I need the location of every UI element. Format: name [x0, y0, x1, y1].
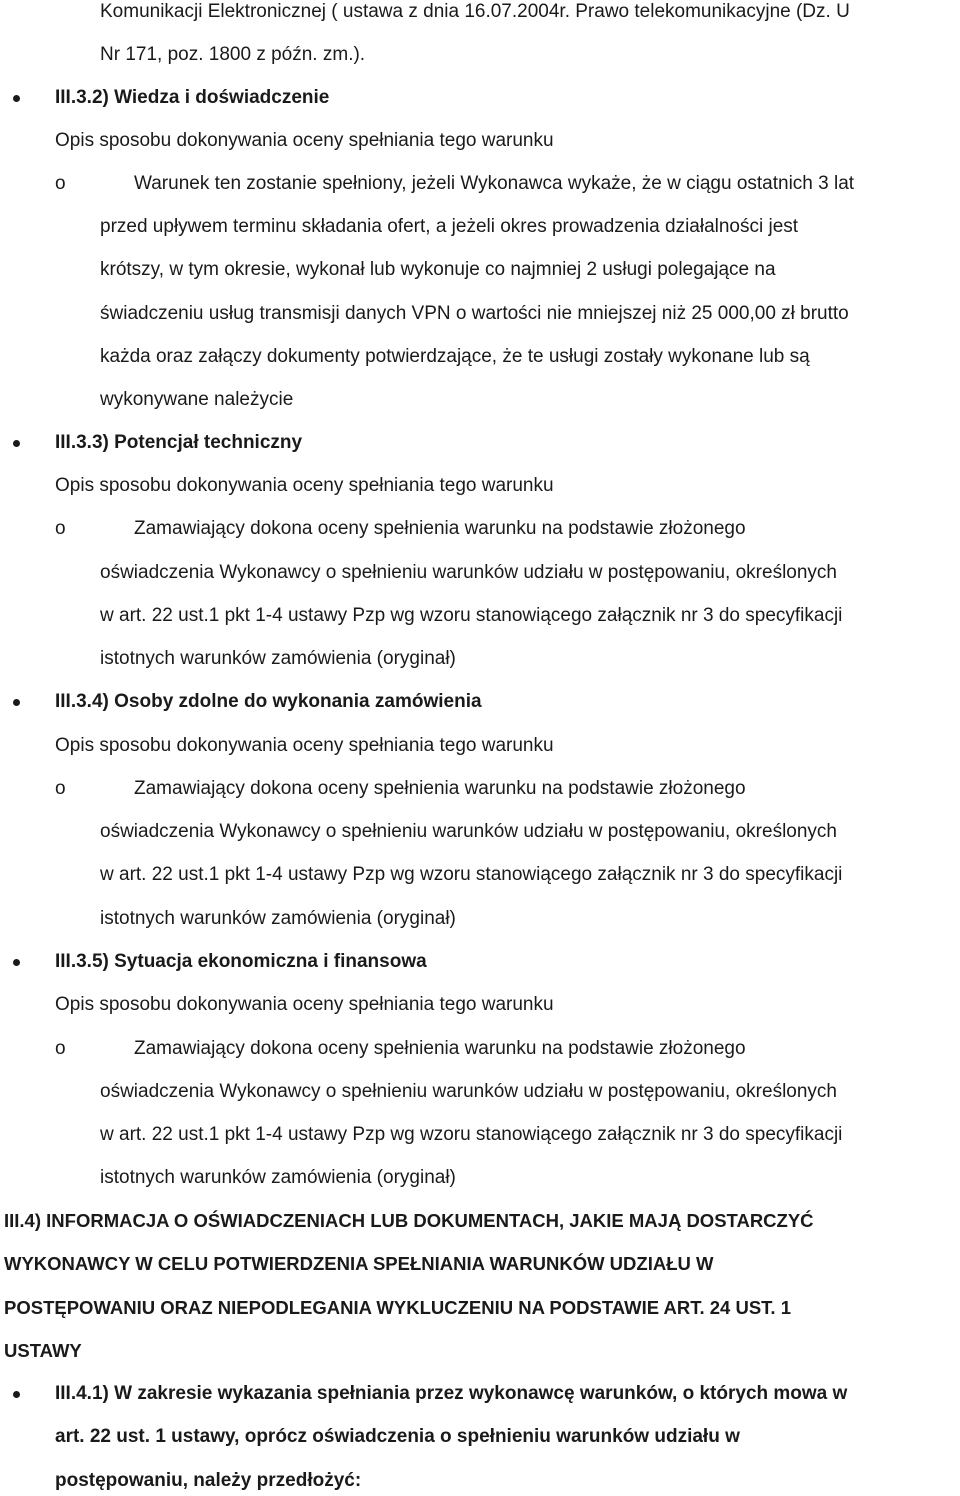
bullet-icon [13, 95, 20, 102]
subsection-heading: art. 22 ust. 1 ustawy, oprócz oświadczenia o spełnieniu warunków udziału w [55, 1426, 740, 1447]
section-heading-major: WYKONAWCY W CELU POTWIERDZENIA SPEŁNIANIA WARUNKÓW UDZIAŁU W [4, 1253, 714, 1274]
section-heading: III.3.3) Potencjał techniczny [55, 432, 303, 453]
list-marker-icon: o [55, 1038, 66, 1059]
paragraph-line: w art. 22 ust.1 pkt 1-4 ustawy Pzp wg wzoru stanowiącego załącznik nr 3 do specyfikacji [100, 605, 843, 626]
subsection-heading: III.4.1) W zakresie wykazania spełniania przez wykonawcę warunków, o których mowa w [55, 1383, 848, 1404]
intro-line: Komunikacji Elektronicznej ( ustawa z dnia 16.07.2004r. Prawo telekomunikacyjne (Dz. U [100, 1, 850, 22]
paragraph-line: przed upływem terminu składania ofert, a jeżeli okres prowadzenia działalności jest [100, 216, 799, 237]
paragraph-line: Zamawiający dokona oceny spełnienia warunku na podstawie złożonego [134, 778, 746, 799]
paragraph-line: w art. 22 ust.1 pkt 1-4 ustawy Pzp wg wzoru stanowiącego załącznik nr 3 do specyfikacji [100, 1124, 843, 1145]
paragraph-line: istotnych warunków zamówienia (oryginał) [100, 1167, 456, 1188]
section-heading: III.3.4) Osoby zdolne do wykonania zamówienia [55, 691, 482, 712]
paragraph-line: krótszy, w tym okresie, wykonał lub wykonuje co najmniej 2 usługi polegające na [100, 259, 776, 280]
paragraph-line: istotnych warunków zamówienia (oryginał) [100, 648, 456, 669]
paragraph-line: oświadczenia Wykonawcy o spełnieniu warunków udziału w postępowaniu, określonych [100, 562, 838, 583]
bullet-icon [13, 959, 20, 966]
opis-label: Opis sposobu dokonywania oceny spełniania tego warunku [55, 994, 554, 1015]
bullet-icon [13, 699, 20, 706]
section-heading-major: USTAWY [4, 1340, 82, 1361]
subsection-heading: postępowaniu, należy przedłożyć: [55, 1470, 362, 1491]
section-heading: III.3.5) Sytuacja ekonomiczna i finansowa [55, 951, 427, 972]
section-heading: III.3.2) Wiedza i doświadczenie [55, 87, 330, 108]
paragraph-line: w art. 22 ust.1 pkt 1-4 ustawy Pzp wg wzoru stanowiącego załącznik nr 3 do specyfikacji [100, 864, 843, 885]
list-marker-icon: o [55, 778, 66, 799]
paragraph-line: Zamawiający dokona oceny spełnienia warunku na podstawie złożonego [134, 1038, 746, 1059]
paragraph-line: Zamawiający dokona oceny spełnienia warunku na podstawie złożonego [134, 518, 746, 539]
paragraph-line: wykonywane należycie [100, 389, 294, 410]
paragraph-line: oświadczenia Wykonawcy o spełnieniu warunków udziału w postępowaniu, określonych [100, 1081, 838, 1102]
opis-label: Opis sposobu dokonywania oceny spełniania tego warunku [55, 735, 554, 756]
section-heading-major: POSTĘPOWANIU ORAZ NIEPODLEGANIA WYKLUCZENIU NA PODSTAWIE ART. 24 UST. 1 [4, 1297, 791, 1318]
bullet-icon [13, 440, 20, 447]
list-marker-icon: o [55, 173, 66, 194]
opis-label: Opis sposobu dokonywania oceny spełniania tego warunku [55, 475, 554, 496]
paragraph-line: świadczeniu usług transmisji danych VPN o wartości nie mniejszej niż 25 000,00 zł brutto [100, 303, 849, 324]
bullet-icon [13, 1391, 20, 1398]
opis-label: Opis sposobu dokonywania oceny spełniania tego warunku [55, 130, 554, 151]
paragraph-line: każda oraz załączy dokumenty potwierdzające, że te usługi zostały wykonane lub są [100, 346, 810, 367]
paragraph-line: oświadczenia Wykonawcy o spełnieniu warunków udziału w postępowaniu, określonych [100, 821, 838, 842]
section-heading-major: III.4) INFORMACJA O OŚWIADCZENIACH LUB DOKUMENTACH, JAKIE MAJĄ DOSTARCZYĆ [4, 1210, 814, 1231]
intro-line: Nr 171, poz. 1800 z późn. zm.). [100, 44, 366, 65]
list-marker-icon: o [55, 518, 66, 539]
paragraph-line: Warunek ten zostanie spełniony, jeżeli Wykonawca wykaże, że w ciągu ostatnich 3 lat [134, 173, 855, 194]
paragraph-line: istotnych warunków zamówienia (oryginał) [100, 908, 456, 929]
